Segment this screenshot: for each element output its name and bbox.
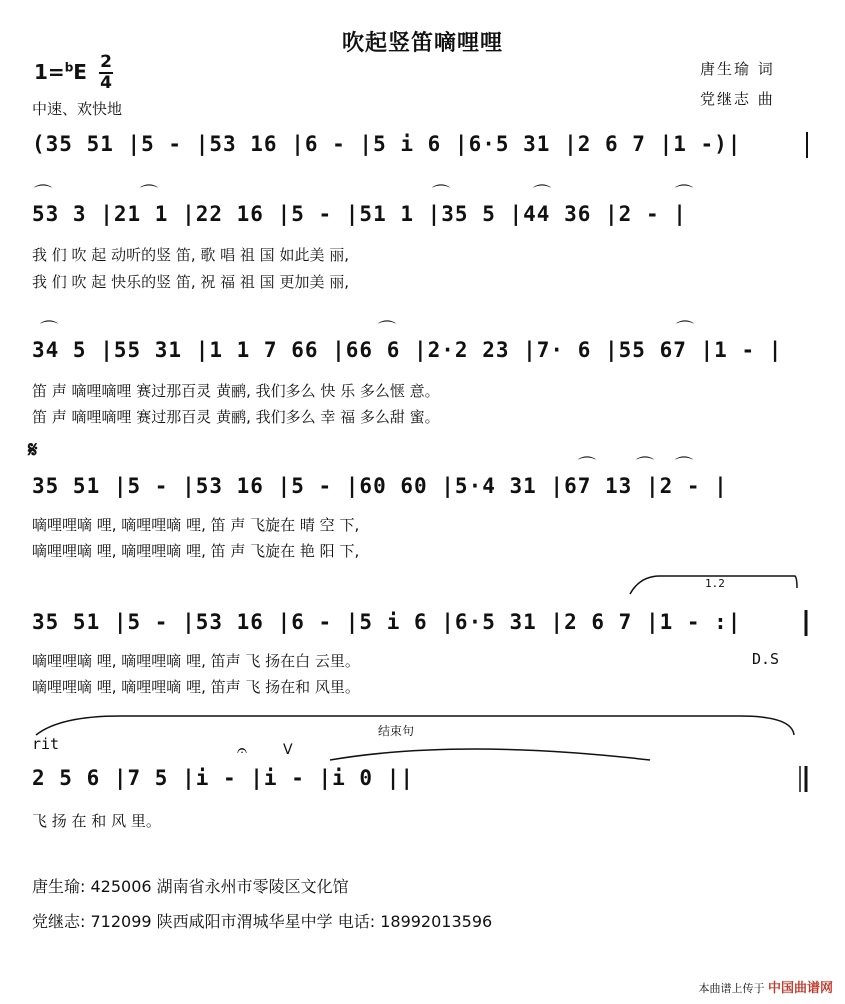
key-prefix: 1= bbox=[34, 60, 65, 84]
slur-mark: ⌒ bbox=[432, 184, 450, 205]
dal-segno-marking: D.S bbox=[752, 650, 780, 668]
score-system-1: (35 51 |5 - |53 16 |6 - |5 i 6 |6·5 31 |2 6 7 |1 -)| bbox=[32, 132, 742, 156]
page-title: 吹起竖笛嘀哩哩 bbox=[341, 31, 503, 56]
lyric-line: 嘀哩哩嘀 哩, 嘀哩哩嘀 哩, 笛声 飞 扬在白 云里。 bbox=[32, 652, 360, 670]
fermata-icon: 𝄐 bbox=[237, 740, 248, 761]
lyric-line: 笛 声 嘀哩嘀哩 赛过那百灵 黄鹂, 我们多么 幸 福 多么甜 蜜。 bbox=[32, 408, 440, 426]
slur-mark: ⌒ bbox=[40, 320, 58, 341]
tempo-marking: 中速、欢快地 bbox=[32, 100, 123, 118]
slur-mark: ⌒ bbox=[533, 184, 551, 205]
site-watermark bbox=[698, 977, 833, 996]
volta-label: 1.2 bbox=[705, 577, 725, 590]
footer-prefix: 本曲谱上传于 bbox=[698, 982, 765, 995]
lyric-line: 飞 扬 在 和 风 里。 bbox=[32, 812, 161, 830]
lyric-line: 我 们 吹 起 动听的竖 笛, 歌 唱 祖 国 如此美 丽, bbox=[32, 246, 349, 264]
site-logo: 中国曲谱网 bbox=[767, 981, 833, 996]
score-system-6: 2 5 6 |7 5 |i - |i - |i 0 || bbox=[32, 766, 415, 790]
slur-mark: ⌒ bbox=[140, 184, 158, 205]
score-system-5: 35 51 |5 - |53 16 |6 - |5 i 6 |6·5 31 |2 6 7 |1 - :| bbox=[32, 610, 742, 634]
coda-label: 结束句 bbox=[378, 724, 415, 738]
slur-mark: ⌒ bbox=[675, 456, 693, 477]
slur-mark: ⌒ bbox=[636, 456, 654, 477]
breath-mark: V bbox=[283, 742, 293, 758]
time-sig-top: 2 bbox=[100, 52, 112, 72]
slur-mark: ⌒ bbox=[378, 320, 396, 341]
slur-mark: ⌒ bbox=[578, 456, 596, 477]
score-system-3: 34 5 |55 31 |1 1 7 66 |66 6 |2·2 23 |7· 6 |55 67 |1 - | bbox=[32, 338, 783, 362]
lyric-line: 嘀哩哩嘀 哩, 嘀哩哩嘀 哩, 笛声 飞 扬在和 风里。 bbox=[32, 678, 360, 696]
slur-mark: ⌒ bbox=[34, 184, 52, 205]
contact-composer: 党继志: 712099 陕西咸阳市渭城华星中学 电话: 18992013596 bbox=[32, 912, 493, 931]
lyric-line: 我 们 吹 起 快乐的竖 笛, 祝 福 祖 国 更加美 丽, bbox=[32, 273, 349, 291]
slur-mark: ⌒ bbox=[676, 320, 694, 341]
lyricist-credit: 唐生瑜 词 bbox=[700, 60, 775, 78]
lyric-line: 嘀哩哩嘀 哩, 嘀哩哩嘀 哩, 笛 声 飞旋在 晴 空 下, bbox=[32, 516, 360, 534]
flat-sign: b bbox=[64, 60, 74, 75]
ritardando-marking: rit bbox=[32, 735, 60, 753]
lyric-line: 笛 声 嘀哩嘀哩 赛过那百灵 黄鹂, 我们多么 快 乐 多么惬 意。 bbox=[32, 382, 440, 400]
key-note: E bbox=[73, 60, 87, 84]
lyric-line: 嘀哩哩嘀 哩, 嘀哩哩嘀 哩, 笛 声 飞旋在 艳 阳 下, bbox=[32, 542, 360, 560]
score-system-2: 53 3 |21 1 |22 16 |5 - |51 1 |35 5 |44 36 |2 - | bbox=[32, 202, 687, 226]
score-system-4: 35 51 |5 - |53 16 |5 - |60 60 |5·4 31 |67 13 |2 - | bbox=[32, 474, 728, 498]
slur-mark: ⌒ bbox=[675, 184, 693, 205]
time-sig-bottom: 4 bbox=[100, 73, 112, 93]
composer-credit: 党继志 曲 bbox=[700, 90, 775, 108]
segno-sign: 𝄋 bbox=[28, 438, 38, 463]
contact-lyricist: 唐生瑜: 425006 湖南省永州市零陵区文化馆 bbox=[32, 877, 349, 896]
